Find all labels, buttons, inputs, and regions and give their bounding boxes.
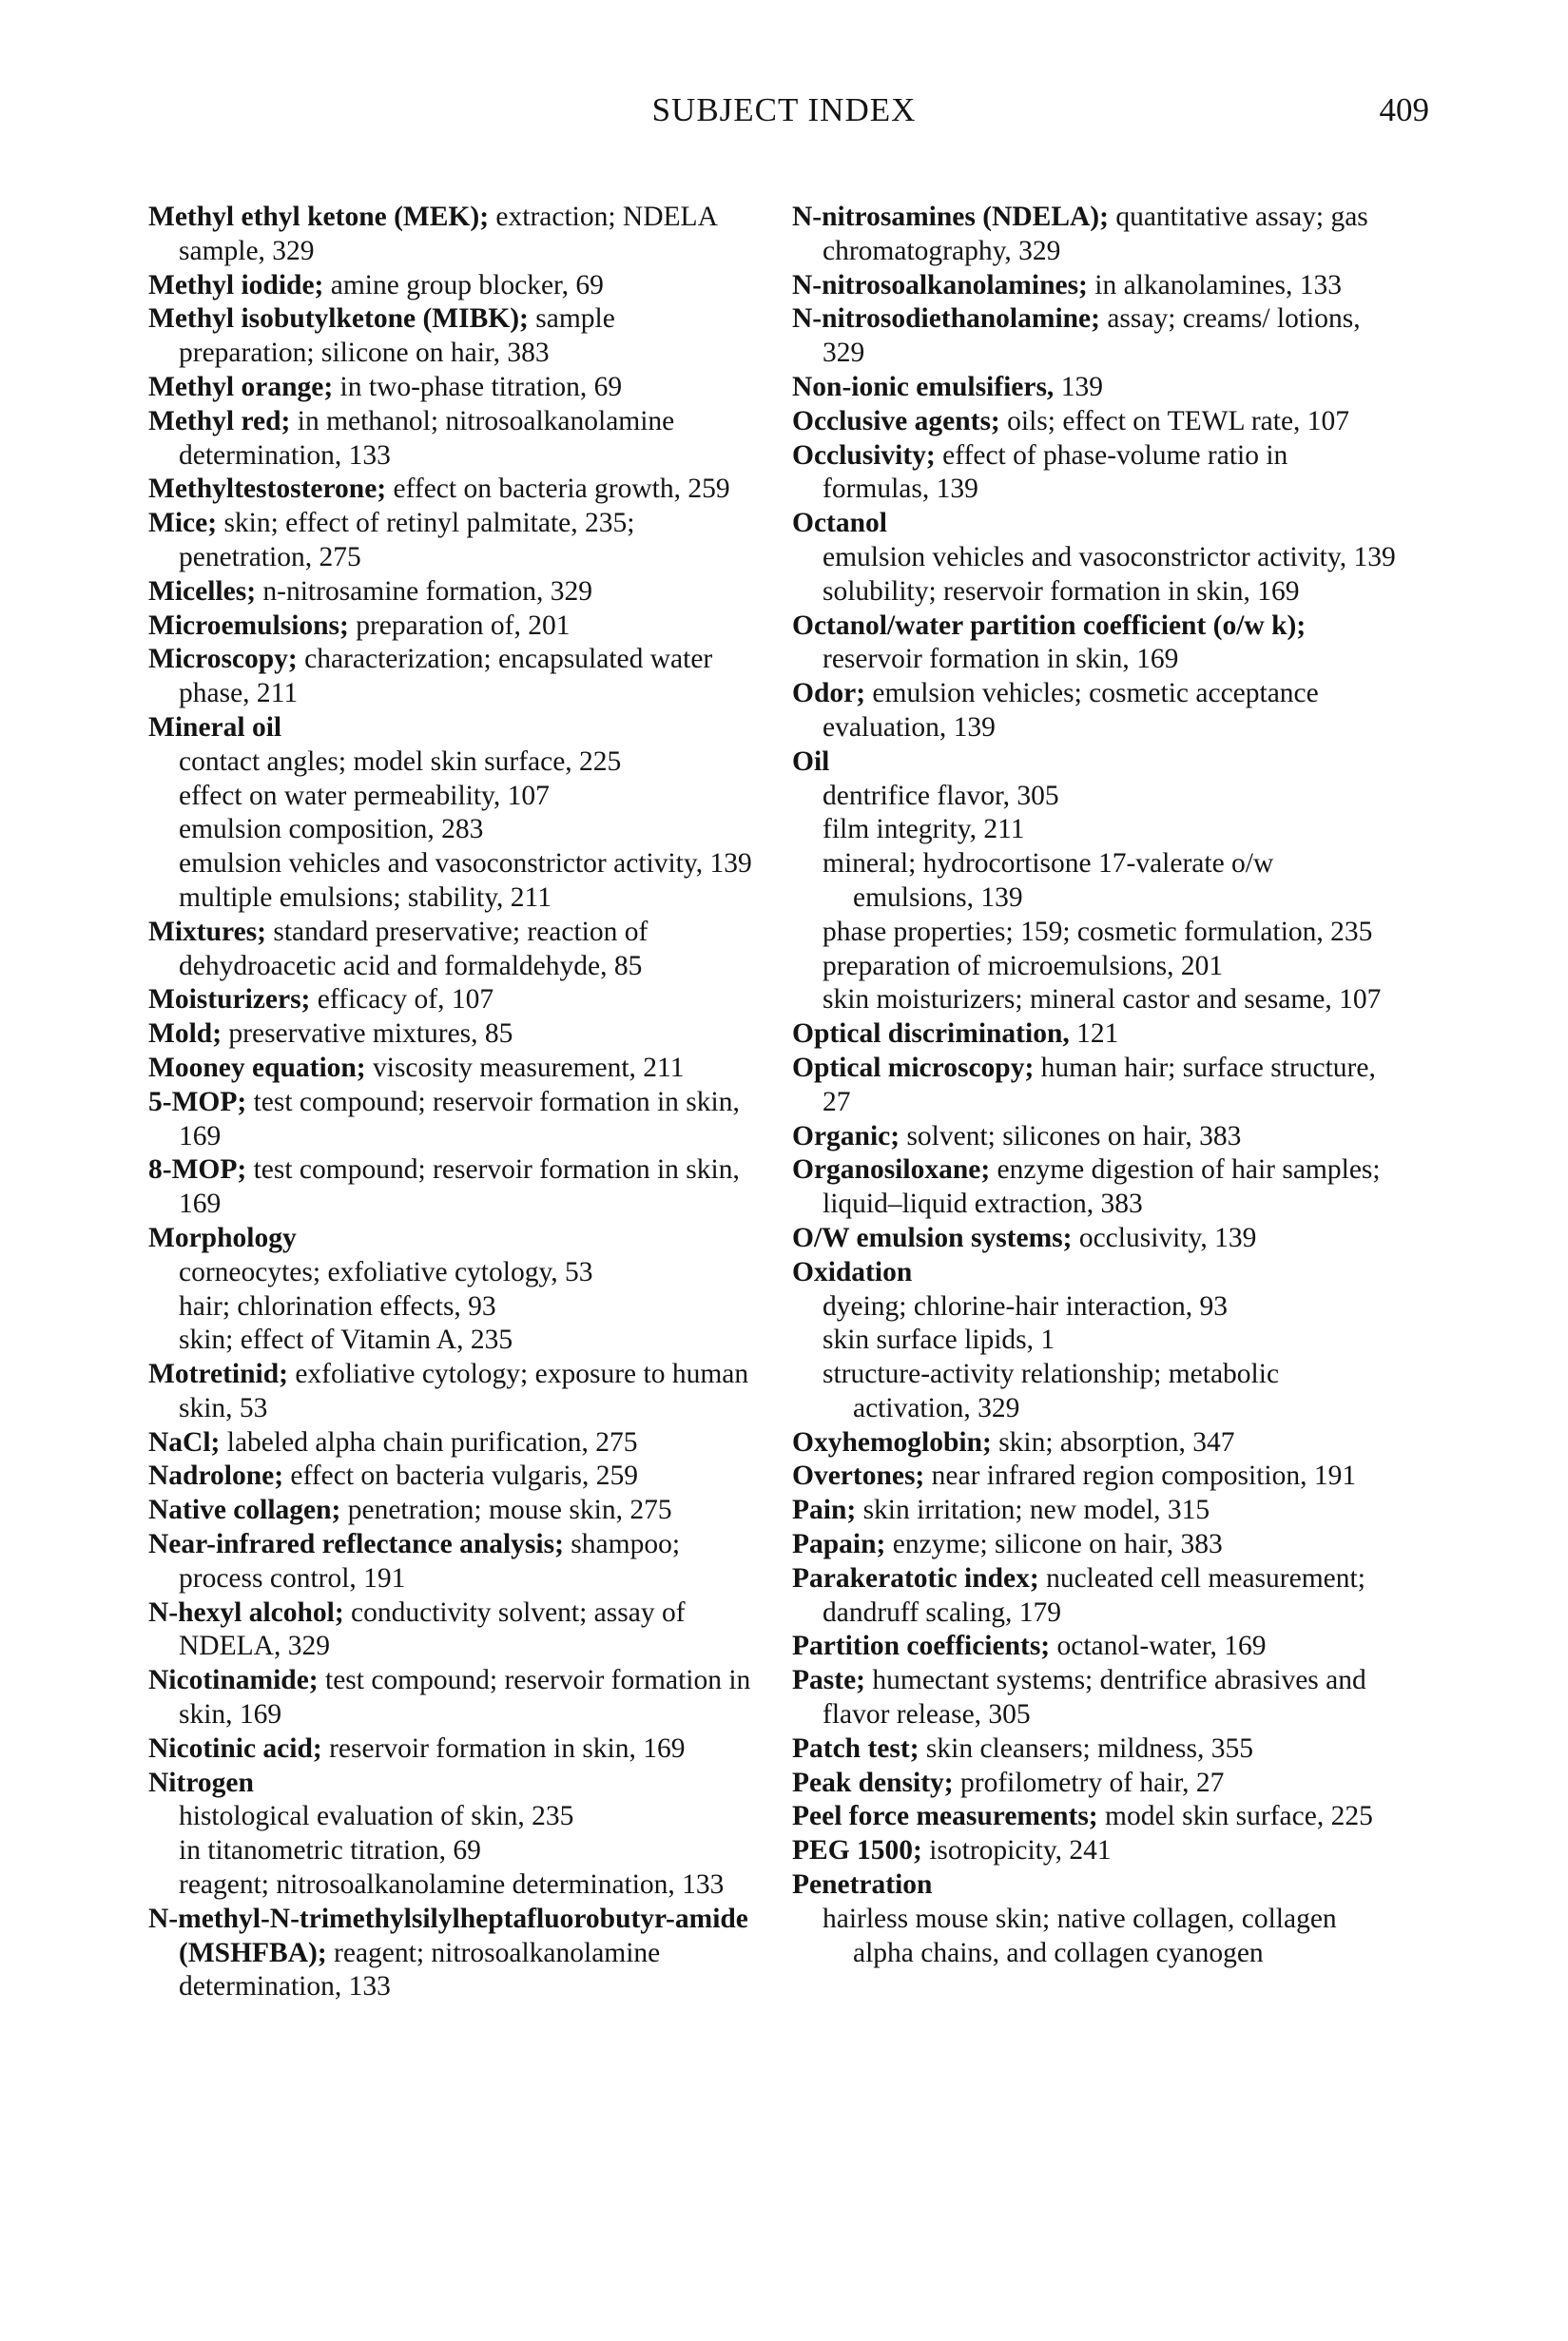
index-subentry <box>792 1324 1401 1358</box>
index-entry <box>792 1868 1401 1903</box>
index-entry <box>148 575 757 609</box>
entry-text: solubility; reservoir formation in skin, 169 <box>823 575 1300 607</box>
entry-text: skin surface lipids, 1 <box>823 1325 1055 1356</box>
index-subentry <box>792 1358 1401 1426</box>
entry-text: reagent; nitrosoalkanolamine determination, 133 <box>179 1937 661 2002</box>
index-entry <box>792 1426 1401 1461</box>
entry-heading: Optical discrimination, <box>792 1018 1070 1050</box>
running-title: SUBJECT INDEX <box>651 91 917 128</box>
entry-heading: Nicotinamide; <box>148 1665 319 1696</box>
index-entry <box>148 1596 757 1665</box>
entry-text: isotropicity, 241 <box>929 1835 1112 1867</box>
entry-text: efficacy of, 107 <box>317 984 494 1016</box>
entry-text: conductivity solvent; assay of NDELA, 329 <box>179 1596 686 1662</box>
entry-text: reagent; nitrosoalkanolamine determination, 133 <box>179 1869 725 1901</box>
entry-text: human hair; surface structure, 27 <box>823 1052 1376 1117</box>
entry-text: 139 <box>1060 371 1103 402</box>
index-entry <box>148 269 757 303</box>
entry-heading: Paste; <box>792 1665 865 1696</box>
index-entry <box>148 1494 757 1528</box>
entry-heading: N-nitrosoalkanolamines; <box>792 269 1088 300</box>
index-subentry <box>148 1868 757 1903</box>
index-subentry <box>148 1324 757 1358</box>
entry-heading: Methyl ethyl ketone (MEK); <box>148 202 490 232</box>
index-entry <box>792 1834 1401 1868</box>
index-subentry <box>148 745 757 780</box>
entry-text: multiple emulsions; stability, 211 <box>179 881 552 913</box>
entry-text: occlusivity, 139 <box>1078 1222 1257 1253</box>
entry-text: emulsion vehicles and vasoconstrictor activity, 139 <box>179 848 752 880</box>
entry-heading: Oxyhemoglobin; <box>792 1426 992 1458</box>
index-entry <box>792 1664 1401 1732</box>
entry-text: n-nitrosamine formation, 329 <box>262 575 592 607</box>
entry-heading: Occlusivity; <box>792 439 936 471</box>
entry-text: enzyme digestion of hair samples; liquid–liquid extraction, 383 <box>823 1154 1381 1220</box>
entry-heading: Microscopy; <box>148 644 298 675</box>
entry-text: mineral; hydrocortisone 17-valerate o/w emulsions, 139 <box>823 848 1274 913</box>
entry-heading: Octanol/water partition coefficient (o/w k); <box>792 609 1307 641</box>
index-entry <box>792 1494 1401 1528</box>
entry-heading: Partition coefficients; <box>792 1631 1051 1662</box>
index-entry <box>792 302 1401 371</box>
entry-text: profilometry of hair, 27 <box>960 1767 1225 1798</box>
index-entry <box>148 1153 757 1222</box>
index-entry <box>148 507 757 575</box>
entry-heading: Moisturizers; <box>148 984 311 1016</box>
index-entry <box>148 405 757 474</box>
entry-text: phase properties; 159; cosmetic formulation, 235 <box>823 916 1373 947</box>
index-entry <box>792 1800 1401 1834</box>
entry-heading: Peel force measurements; <box>792 1801 1098 1832</box>
index-entry <box>148 1086 757 1154</box>
index-entry <box>148 1358 757 1426</box>
entry-text: preservative mixtures, 85 <box>228 1018 513 1050</box>
index-entry <box>148 201 757 269</box>
index-entry <box>792 439 1401 508</box>
entry-heading: Octanol <box>792 508 887 539</box>
index-entry <box>148 371 757 405</box>
index-entry <box>148 643 757 711</box>
entry-text: skin; absorption, 347 <box>998 1426 1235 1458</box>
index-subentry <box>148 780 757 814</box>
entry-heading: O/W emulsion systems; <box>792 1222 1073 1253</box>
index-subentry <box>148 1800 757 1834</box>
entry-text: effect on water permeability, 107 <box>179 780 550 811</box>
index-subentry <box>148 1256 757 1290</box>
entry-text: effect of phase-volume ratio in formulas, 139 <box>823 439 1288 505</box>
entry-text: film integrity, 211 <box>823 814 1025 845</box>
entry-text: emulsion composition, 283 <box>179 814 484 845</box>
index-subentry <box>148 1834 757 1868</box>
entry-heading: Nadrolone; <box>148 1461 284 1492</box>
entry-text: 121 <box>1076 1018 1119 1050</box>
index-entry <box>792 1222 1401 1256</box>
entry-heading: Optical microscopy; <box>792 1052 1035 1083</box>
entry-heading: Motretinid; <box>148 1359 288 1390</box>
entry-heading: Pain; <box>792 1495 857 1526</box>
entry-heading: Nitrogen <box>148 1767 254 1798</box>
index-subentry <box>792 1290 1401 1325</box>
entry-text: structure-activity relationship; metabolic activation, 329 <box>823 1359 1280 1423</box>
index-entry <box>792 1630 1401 1664</box>
entry-text: preparation of microemulsions, 201 <box>823 950 1224 981</box>
index-entry <box>148 1528 757 1596</box>
entry-text: skin moisturizers; mineral castor and sesame, 107 <box>823 984 1382 1016</box>
entry-text: emulsion vehicles; cosmetic acceptance evaluation, 139 <box>823 678 1319 743</box>
entry-heading: Methyl isobutylketone (MIBK); <box>148 303 529 335</box>
index-entry <box>148 1903 757 2004</box>
index-entry <box>792 507 1401 541</box>
entry-text: standard preservative; reaction of dehydroacetic acid and formaldehyde, 85 <box>179 916 648 981</box>
index-entry <box>792 1528 1401 1562</box>
index-entry <box>792 745 1401 780</box>
index-entry <box>148 1732 757 1767</box>
index-entry <box>792 405 1401 439</box>
index-entry <box>792 1767 1401 1801</box>
entry-heading: Occlusive agents; <box>792 405 1000 436</box>
entry-text: skin; effect of retinyl palmitate, 235; penetration, 275 <box>179 508 635 572</box>
entry-heading: Mineral oil <box>148 711 282 743</box>
index-entry <box>148 473 757 507</box>
index-subentry <box>148 847 757 881</box>
entry-heading: N-methyl-N-trimethylsilylheptafluorobutyr-amide (MSHFBA); <box>148 1903 748 1968</box>
entry-text: sample preparation; silicone on hair, 383 <box>179 303 615 369</box>
index-entry <box>148 1664 757 1732</box>
entry-heading: Odor; <box>792 678 866 709</box>
entry-heading: Peak density; <box>792 1767 954 1798</box>
entry-heading: Parakeratotic index; <box>792 1562 1039 1594</box>
entry-heading: Mooney equation; <box>148 1052 366 1083</box>
entry-text: in titanometric titration, 69 <box>179 1835 481 1867</box>
index-entry <box>148 916 757 984</box>
index-subentry <box>792 983 1401 1017</box>
entry-heading: Native collagen; <box>148 1495 341 1526</box>
entry-heading: N-nitrosamines (NDELA); <box>792 202 1109 232</box>
index-subentry <box>792 780 1401 814</box>
entry-text: extraction; NDELA sample, 329 <box>179 202 717 266</box>
entry-text: in methanol; nitrosoalkanolamine determination, 133 <box>179 405 675 471</box>
entry-heading: Oxidation <box>792 1256 913 1287</box>
entry-text: in alkanolamines, 133 <box>1094 269 1342 300</box>
right-column <box>792 201 1401 1970</box>
entry-heading: Methyl orange; <box>148 371 334 402</box>
index-entry <box>148 1017 757 1052</box>
page-number: 409 <box>1379 91 1429 128</box>
entry-heading: PEG 1500; <box>792 1835 922 1867</box>
left-column <box>148 201 757 2004</box>
entry-heading: 8-MOP; <box>148 1154 247 1186</box>
entry-text: quantitative assay; gas chromatography, 329 <box>823 202 1368 266</box>
entry-heading: Papain; <box>792 1529 886 1560</box>
entry-heading: Methyltestosterone; <box>148 474 387 505</box>
entry-text: reservoir formation in skin, 169 <box>329 1732 686 1764</box>
entry-heading: 5-MOP; <box>148 1086 247 1117</box>
index-subentry <box>148 813 757 847</box>
entry-heading: N-nitrosodiethanolamine; <box>792 303 1100 335</box>
entry-text: amine group blocker, 69 <box>330 269 604 300</box>
entry-heading: Mixtures; <box>148 916 266 947</box>
entry-text: hairless mouse skin; native collagen, collagen alpha chains, and collagen cyanogen <box>823 1903 1337 1968</box>
entry-heading: Organic; <box>792 1120 900 1151</box>
entry-text: viscosity measurement, 211 <box>373 1052 685 1083</box>
entry-heading: Micelles; <box>148 575 257 607</box>
entry-text: shampoo; process control, 191 <box>179 1529 681 1594</box>
entry-text: solvent; silicones on hair, 383 <box>906 1120 1242 1151</box>
entry-text: model skin surface, 225 <box>1105 1801 1373 1832</box>
index-entry <box>148 1052 757 1086</box>
entry-text: labeled alpha chain purification, 275 <box>226 1426 638 1458</box>
entry-heading: N-hexyl alcohol; <box>148 1596 344 1628</box>
index-subentry <box>792 1903 1401 1971</box>
entry-heading: Patch test; <box>792 1732 920 1764</box>
index-subentry <box>792 950 1401 984</box>
entry-heading: Methyl red; <box>148 405 291 436</box>
entry-heading: Mold; <box>148 1018 223 1050</box>
entry-heading: Mice; <box>148 508 218 539</box>
index-subentry <box>148 1290 757 1325</box>
index-entry <box>148 1426 757 1461</box>
entry-text: corneocytes; exfoliative cytology, 53 <box>179 1256 593 1287</box>
entry-text: exfoliative cytology; exposure to human skin, 53 <box>179 1359 749 1423</box>
index-entry <box>792 1052 1401 1120</box>
entry-text: in two-phase titration, 69 <box>339 371 623 402</box>
index-entry <box>792 1732 1401 1767</box>
entry-heading: NaCl; <box>148 1426 221 1458</box>
index-entry <box>148 983 757 1017</box>
index-subentry <box>792 916 1401 950</box>
entry-text: effect on bacteria vulgaris, 259 <box>290 1461 639 1492</box>
index-entry <box>148 302 757 371</box>
index-entry <box>792 269 1401 303</box>
entry-heading: Microemulsions; <box>148 609 349 641</box>
entry-text: contact angles; model skin surface, 225 <box>179 745 622 777</box>
index-subentry <box>792 575 1401 609</box>
entry-heading: Overtones; <box>792 1461 925 1492</box>
entry-text: preparation of, 201 <box>356 609 571 641</box>
index-entry <box>148 1460 757 1494</box>
entry-text: skin cleansers; mildness, 355 <box>925 1732 1254 1764</box>
index-subentry <box>148 881 757 916</box>
entry-text: enzyme; silicone on hair, 383 <box>892 1529 1223 1560</box>
entry-heading: Nicotinic acid; <box>148 1732 322 1764</box>
entry-text: effect on bacteria growth, 259 <box>393 474 730 505</box>
entry-text: emulsion vehicles and vasoconstrictor activity, 139 <box>823 541 1396 572</box>
index-entry <box>792 1562 1401 1631</box>
index-entry <box>792 1120 1401 1154</box>
entry-text: octanol-water, 169 <box>1056 1631 1267 1662</box>
index-entry <box>792 1256 1401 1290</box>
entry-text: dyeing; chlorine-hair interaction, 93 <box>823 1290 1228 1322</box>
entry-heading: Oil <box>792 745 830 777</box>
entry-heading: Non-ionic emulsifiers, <box>792 371 1055 402</box>
entry-text: humectant systems; dentrifice abrasives and flavor release, 305 <box>823 1665 1366 1731</box>
index-entry <box>792 201 1401 269</box>
index-subentry <box>792 813 1401 847</box>
entry-text: skin; effect of Vitamin A, 235 <box>179 1325 513 1356</box>
index-entry <box>792 371 1401 405</box>
index-entry <box>148 1222 757 1256</box>
index-subentry <box>792 847 1401 916</box>
entry-heading: Morphology <box>148 1222 297 1253</box>
index-subentry <box>792 541 1401 575</box>
entry-text: reservoir formation in skin, 169 <box>823 644 1179 675</box>
entry-text: hair; chlorination effects, 93 <box>179 1290 496 1322</box>
entry-text: test compound; reservoir formation in skin, 169 <box>179 1154 740 1220</box>
index-entry <box>792 1153 1401 1222</box>
entry-heading: Organosiloxane; <box>792 1154 991 1186</box>
entry-heading: Near-infrared reflectance analysis; <box>148 1529 564 1560</box>
entry-text: penetration; mouse skin, 275 <box>347 1495 672 1526</box>
entry-text: test compound; reservoir formation in skin, 169 <box>179 1665 751 1731</box>
entry-text: assay; creams/ lotions, 329 <box>823 303 1361 369</box>
entry-text: dentrifice flavor, 305 <box>823 780 1059 811</box>
index-entry <box>792 1460 1401 1494</box>
entry-heading: Methyl iodide; <box>148 269 324 300</box>
entry-text: nucleated cell measurement; dandruff scaling, 179 <box>823 1562 1365 1628</box>
index-entry <box>148 609 757 644</box>
running-head <box>0 91 1568 139</box>
index-entry <box>148 711 757 745</box>
index-entry <box>792 609 1401 678</box>
index-entry <box>148 1767 757 1801</box>
entry-text: characterization; encapsulated water phase, 211 <box>179 644 713 709</box>
entry-text: test compound; reservoir formation in skin, 169 <box>179 1086 740 1151</box>
entry-text: near infrared region composition, 191 <box>931 1461 1357 1492</box>
index-entry <box>792 1017 1401 1052</box>
entry-text: skin irritation; new model, 315 <box>862 1495 1210 1526</box>
entry-text: oils; effect on TEWL rate, 107 <box>1007 405 1350 436</box>
entry-text: histological evaluation of skin, 235 <box>179 1801 574 1832</box>
entry-heading: Penetration <box>792 1869 933 1901</box>
index-entry <box>792 677 1401 745</box>
